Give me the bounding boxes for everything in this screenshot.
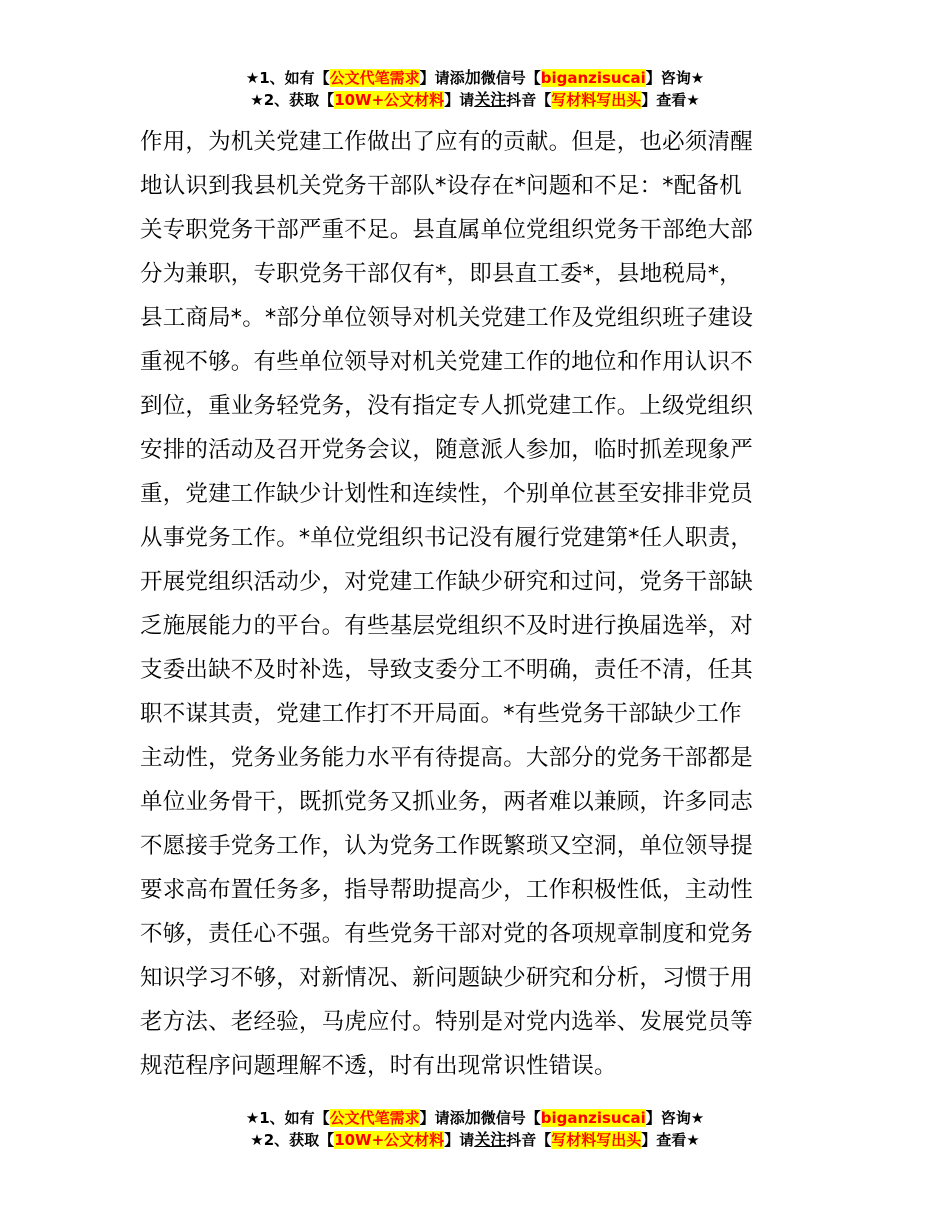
body-paragraph	[140, 120, 820, 1088]
body-line: 分为兼职，专职党务干部仅有*，即县直工委*，县地税局*，	[140, 261, 742, 287]
banner-text-emphasis: 加	[464, 68, 481, 87]
banner-highlight: 公文代笔需求	[329, 69, 420, 87]
footer-banner	[0, 1107, 950, 1151]
footer-banner-line-1	[0, 1107, 950, 1129]
body-line: 不够，责任心不强。有些党务干部对党的各项规章制度和党务	[140, 921, 753, 947]
header-banner-line-2	[0, 89, 950, 111]
banner-text: 】查看★	[641, 91, 700, 109]
banner-highlight-douyin-id: 写材料写出头	[551, 91, 642, 109]
banner-highlight-wechat-id: biganzisucai	[540, 69, 646, 87]
body-line: 作用，为机关党建工作做出了应有的贡献。但是，也必须清醒	[140, 129, 753, 155]
banner-text: ★1、如有【	[245, 1109, 330, 1127]
header-banner-line-1	[0, 67, 950, 89]
body-line: 重，党建工作缺少计划性和连续性，个别单位甚至安排非党员	[140, 481, 753, 507]
banner-text: 抖音【	[506, 91, 552, 109]
banner-text: 】请添	[419, 1109, 465, 1127]
body-line: 职不谋其责，党建工作打不开局面。*有些党务干部缺少工作	[140, 701, 742, 727]
banner-text: ★2、获取【	[250, 91, 335, 109]
header-banner	[0, 67, 950, 111]
banner-text-underlined: 关注	[474, 1130, 507, 1149]
banner-highlight-wechat-id: biganzisucai	[540, 1109, 646, 1127]
body-line: 支委出缺不及时补选，导致支委分工不明确，责任不清，任其	[140, 657, 753, 683]
banner-highlight: 10W+公文材料	[334, 91, 445, 109]
body-line: 安排的活动及召开党务会议，随意派人参加，临时抓差现象严	[140, 437, 753, 463]
body-line: 知识学习不够，对新情况、新问题缺少研究和分析，习惯于用	[140, 965, 753, 991]
banner-highlight: 10W+公文材料	[334, 1131, 445, 1149]
body-line: 关专职党务干部严重不足。县直属单位党组织党务干部绝大部	[140, 217, 753, 243]
banner-text: ★2、获取【	[250, 1131, 335, 1149]
banner-text: 】请	[444, 91, 475, 109]
body-line: 规范程序问题理解不透，时有出现常识性错误。	[140, 1053, 617, 1079]
banner-text: 】查看★	[641, 1131, 700, 1149]
banner-text: 微信号【	[480, 1109, 541, 1127]
banner-highlight: 公文代笔需求	[329, 1109, 420, 1127]
body-line: 主动性，党务业务能力水平有待提高。大部分的党务干部都是	[140, 745, 753, 771]
body-line: 从事党务工作。*单位党组织书记没有履行党建第*任人职责，	[140, 525, 754, 551]
body-line: 县工商局*。*部分单位领导对机关党建工作及党组织班子建设	[140, 305, 754, 331]
banner-highlight-douyin-id: 写材料写出头	[551, 1131, 642, 1149]
body-line: 开展党组织活动少，对党建工作缺少研究和过问，党务干部缺	[140, 569, 753, 595]
body-line: 到位，重业务轻党务，没有指定专人抓党建工作。上级党组织	[140, 393, 753, 419]
body-line: 不愿接手党务工作，认为党务工作既繁琐又空洞，单位领导提	[140, 833, 753, 859]
banner-text: ★1、如有【	[245, 69, 330, 87]
banner-text-underlined: 关注	[474, 90, 507, 109]
banner-text: 】咨询★	[645, 69, 705, 87]
body-line: 要求高布置任务多，指导帮助提高少，工作积极性低，主动性	[140, 877, 753, 903]
banner-text: 微信号【	[480, 69, 541, 87]
body-line: 单位业务骨干，既抓党务又抓业务，两者难以兼顾，许多同志	[140, 789, 753, 815]
banner-text: 抖音【	[506, 1131, 552, 1149]
banner-text: 】咨询★	[645, 1109, 705, 1127]
body-line: 乏施展能力的平台。有些基层党组织不及时进行换届选举，对	[140, 613, 753, 639]
body-line: 老方法、老经验，马虎应付。特别是对党内选举、发展党员等	[140, 1009, 753, 1035]
body-line: 重视不够。有些单位领导对机关党建工作的地位和作用认识不	[140, 349, 753, 375]
footer-banner-line-2	[0, 1129, 950, 1151]
body-line: 地认识到我县机关党务干部队*设存在*问题和不足：*配备机	[140, 173, 742, 199]
banner-text: 】请添	[419, 69, 465, 87]
banner-text: 】请	[444, 1131, 475, 1149]
banner-text-emphasis: 加	[464, 1108, 481, 1127]
